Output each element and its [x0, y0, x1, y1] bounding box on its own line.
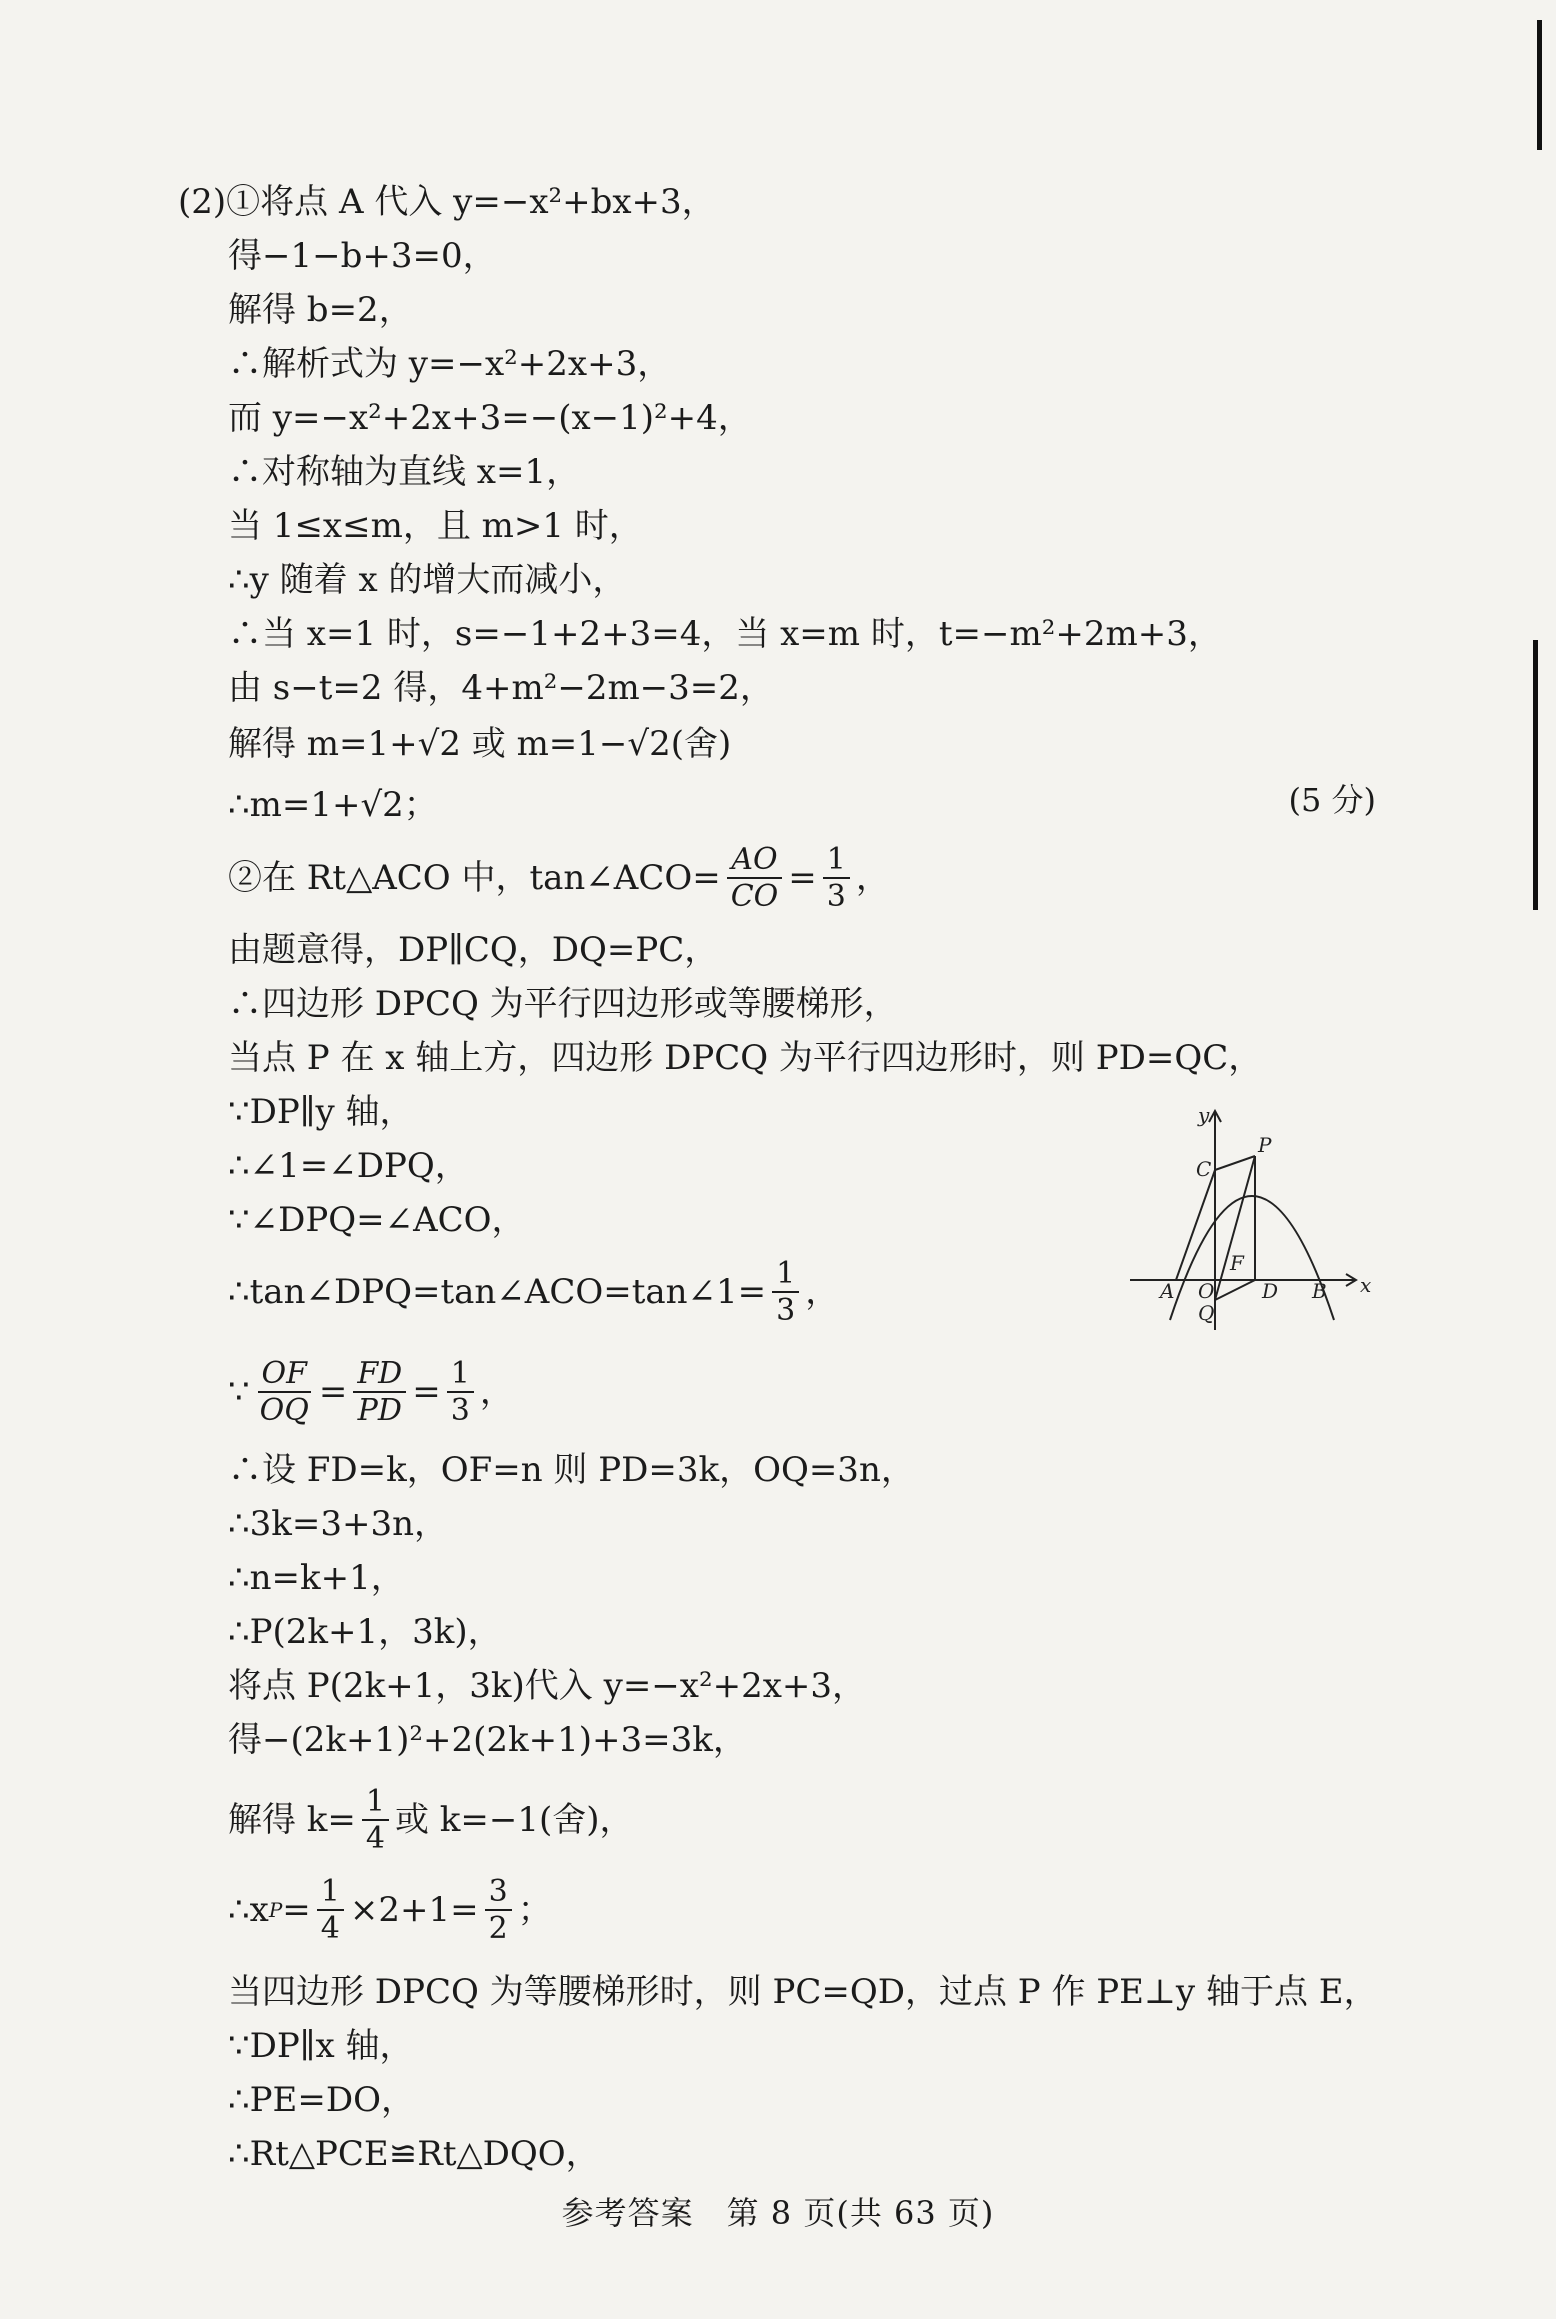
- text-line-32: ∴PE=DO，: [228, 2080, 415, 2120]
- fraction-denominator: PD: [357, 1393, 402, 1428]
- equals-sign: =: [788, 858, 817, 898]
- segment-cp: [1215, 1156, 1255, 1170]
- text-line-17: ∵DP∥y 轴，: [228, 1092, 414, 1132]
- fraction-numerator: FD: [353, 1358, 406, 1394]
- fraction-one-quarter: [317, 1873, 344, 1946]
- fraction-one-third: [772, 1255, 799, 1328]
- times-expression: ×2+1=: [349, 1890, 479, 1930]
- text-line-33: ∴Rt△PCE≌Rt△DQO，: [228, 2134, 600, 2174]
- text-line-12: ∴m=1+√2；: [228, 785, 438, 825]
- text-line-30: 当四边形 DPCQ 为等腰梯形时，则 PC=QD，过点 P 作 PE⊥y 轴于点 E，: [228, 1972, 1378, 2012]
- equals-sign: =: [282, 1890, 311, 1930]
- fraction-denominator: 2: [488, 1911, 508, 1946]
- text-line-20: [228, 1255, 840, 1328]
- page-footer: 参考答案 第 8 页(共 63 页): [561, 2194, 995, 2232]
- equals-sign: =: [412, 1372, 441, 1412]
- label-q: Q: [1198, 1301, 1215, 1325]
- text-line-25: ∴P(2k+1，3k)，: [228, 1612, 502, 1652]
- text-line-10: 由 s−t=2 得，4+m²−2m−3=2，: [228, 668, 774, 708]
- label-a: A: [1160, 1279, 1175, 1303]
- text-line-19: ∵∠DPQ=∠ACO，: [228, 1200, 526, 1240]
- xp-label: ∴x: [228, 1890, 269, 1930]
- parabola-figure: [1120, 1100, 1380, 1330]
- label-o: O: [1198, 1279, 1215, 1303]
- fraction-numerator: 1: [447, 1358, 474, 1394]
- text-line-23: ∴3k=3+3n，: [228, 1504, 449, 1544]
- fraction-denominator: 3: [776, 1293, 796, 1328]
- text-line-2: 得−1−b+3=0，: [228, 236, 497, 276]
- fraction-numerator: 1: [772, 1258, 799, 1294]
- semicolon: ；: [517, 1890, 552, 1930]
- label-c: C: [1196, 1157, 1212, 1181]
- score-note: (5 分): [1288, 781, 1376, 819]
- text-line-13: [228, 841, 890, 914]
- text-line-28: [228, 1783, 634, 1856]
- text-line-16: 当点 P 在 x 轴上方，四边形 DPCQ 为平行四边形时，则 PD=QC，: [228, 1038, 1263, 1078]
- label-y: y: [1198, 1103, 1210, 1127]
- segment-pq: [1215, 1156, 1255, 1300]
- fraction-of-oq: [256, 1355, 313, 1428]
- tan-dpq-chain: ∴tan∠DPQ=tan∠ACO=tan∠1=: [228, 1272, 767, 1312]
- k-solution-label: 解得 k=: [228, 1800, 356, 1840]
- scan-edge-mark-top: [1537, 20, 1542, 150]
- text-line-8: ∴y 随着 x 的增大而减小，: [228, 560, 627, 600]
- text-line-15: ∴四边形 DPCQ 为平行四边形或等腰梯形，: [228, 984, 898, 1024]
- text-line-1: (2)①将点 A 代入 y=−x²+bx+3，: [178, 182, 716, 222]
- text-line-18: ∴∠1=∠DPQ，: [228, 1146, 469, 1186]
- because-symbol: ∵: [228, 1372, 250, 1412]
- text-line-27: 得−(2k+1)²+2(2k+1)+3=3k，: [228, 1720, 747, 1760]
- fraction-ao-co: [727, 841, 783, 914]
- fraction-fd-pd: [353, 1355, 406, 1428]
- comma: ，: [855, 858, 890, 898]
- text-line-22: ∴设 FD=k，OF=n 则 PD=3k，OQ=3n，: [228, 1450, 915, 1490]
- fraction-denominator: 4: [365, 1821, 385, 1856]
- text-line-9: ∴当 x=1 时，s=−1+2+3=4，当 x=m 时，t=−m²+2m+3，: [228, 614, 1222, 654]
- fraction-one-third: [447, 1355, 474, 1428]
- parabola-curve: [1170, 1196, 1334, 1320]
- fraction-numerator: 1: [317, 1876, 344, 1912]
- label-b: B: [1312, 1279, 1327, 1303]
- text-line-29: [228, 1873, 552, 1946]
- fraction-numerator: 1: [823, 844, 850, 880]
- comma: ，: [805, 1272, 840, 1312]
- text-line-4: ∴解析式为 y=−x²+2x+3，: [228, 344, 672, 384]
- k-alternative: 或 k=−1(舍)，: [395, 1800, 634, 1840]
- text-line-7: 当 1≤x≤m，且 m>1 时，: [228, 506, 643, 546]
- segment-qd: [1215, 1280, 1255, 1300]
- comma: ，: [479, 1372, 514, 1412]
- fraction-three-halves: [485, 1873, 512, 1946]
- label-d: D: [1262, 1279, 1279, 1303]
- tan-aco-label: ②在 Rt△ACO 中，tan∠ACO=: [228, 858, 721, 898]
- equals-sign: =: [318, 1372, 348, 1412]
- fraction-numerator: OF: [258, 1358, 311, 1394]
- fraction-one-quarter: [362, 1783, 389, 1856]
- text-line-24: ∴n=k+1，: [228, 1558, 405, 1598]
- text-line-3: 解得 b=2，: [228, 290, 413, 330]
- label-f: F: [1230, 1251, 1244, 1275]
- text-line-6: ∴对称轴为直线 x=1，: [228, 452, 581, 492]
- text-line-26: 将点 P(2k+1，3k)代入 y=−x²+2x+3，: [228, 1666, 867, 1706]
- fraction-denominator: OQ: [259, 1393, 309, 1428]
- fraction-one-third: [823, 841, 850, 914]
- fraction-numerator: AO: [727, 844, 781, 880]
- xp-subscript: P: [268, 1898, 283, 1922]
- text-line-31: ∵DP∥x 轴，: [228, 2026, 414, 2066]
- fraction-denominator: 3: [826, 879, 846, 914]
- fraction-denominator: 4: [320, 1911, 340, 1946]
- text-line-21: [228, 1355, 514, 1428]
- label-x: x: [1360, 1273, 1372, 1297]
- fraction-numerator: 3: [485, 1876, 512, 1912]
- text-line-11: 解得 m=1+√2 或 m=1−√2(舍): [228, 724, 732, 764]
- fraction-denominator: CO: [730, 879, 779, 914]
- text-line-14: 由题意得，DP∥CQ，DQ=PC，: [228, 930, 719, 970]
- text-line-5: 而 y=−x²+2x+3=−(x−1)²+4，: [228, 398, 752, 438]
- segment-ac: [1176, 1170, 1215, 1280]
- label-p: P: [1258, 1133, 1272, 1157]
- fraction-denominator: 3: [450, 1393, 470, 1428]
- scan-edge-mark-middle: [1533, 640, 1538, 910]
- fraction-numerator: 1: [362, 1786, 389, 1822]
